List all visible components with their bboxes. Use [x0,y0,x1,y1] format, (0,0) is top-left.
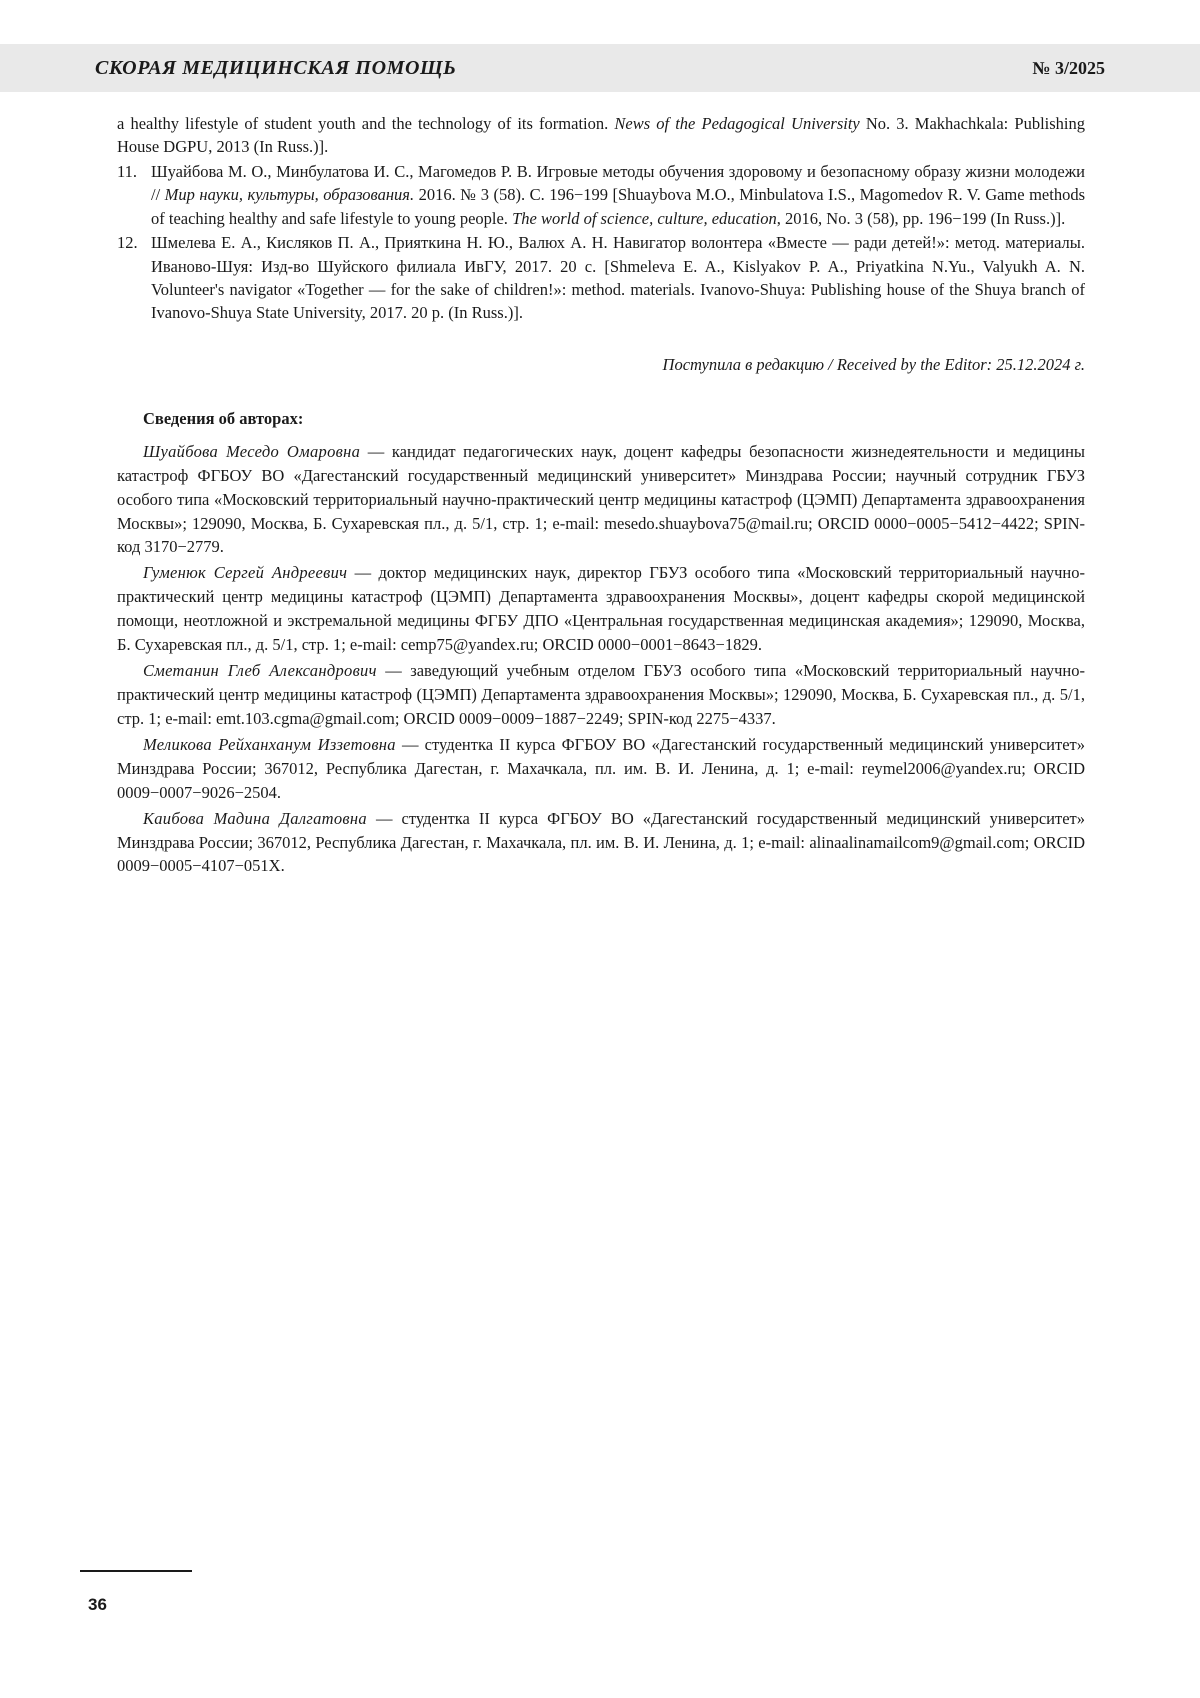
author-name: Сметанин Глеб Александрович [143,661,377,681]
reference-text-italic2: The world of science, culture, education [512,208,777,228]
author-name: Гуменюк Сергей Андреевич [143,563,348,583]
ref-cont-pre: a healthy lifestyle of student youth and the technology of its formation. [117,114,615,133]
reference-item [117,160,1085,230]
author-entry [117,561,1085,657]
reference-text-italic1: Мир науки, культуры, образования. [164,185,415,205]
journal-title: СКОРАЯ МЕДИЦИНСКАЯ ПОМОЩЬ [95,56,457,79]
author-bio: — кандидат педагогических наук, доцент кафедры безопасности жизнедеятельности и медицины катастроф ФГБОУ ВО «Дагестанский государственный медицинский университет» Минздрава России; научный сотрудник ГБУЗ особого типа «Московский территориальный научно-практический центр медицины катастроф (ЦЭМП) Департамента здравоохранения Москвы»; 129090, Москва, Б. Сухаревская пл., д. 5/1, стр. 1; e-mail: mesedo.shuaybova75@mail.ru; ORCID 0000−0005−5412−4422; SPIN-код 3170−2779. [117,441,1085,557]
page-number: 36 [88,1595,107,1614]
author-bio: — студентка II курса ФГБОУ ВО «Дагестанский государственный медицинский университет» Минздрава России; 367012, Республика Дагестан, г. Махачкала, пл. им. В. И. Ленина, д. 1; e-mail: alinaalinamailcom9@gmail.com; ORCID 0009−0005−4107−051X. [117,808,1085,876]
author-bio: — заведующий учебным отделом ГБУЗ особого типа «Московский территориальный научно-практический центр медицины катастроф (ЦЭМП) Департамента здравоохранения Москвы»; 129090, Москва, Б. Сухаревская пл., д. 5/1, стр. 1; e-mail: emt.103.cgma@gmail.com; ORCID 0009−0009−1887−2249; SPIN-код 2275−4337. [117,661,1085,728]
author-entry [117,440,1085,560]
reference-text-part3: , 2016, No. 3 (58), pp. 196−199 (In Russ.)]. [776,208,1066,228]
authors-section-heading: Сведения об авторах: [143,408,304,428]
page-content [117,112,1085,880]
author-name: Каибова Мадина Далгатовна [143,808,367,828]
page-header [0,44,1200,92]
ref-cont-italic: News of the Pedagogical University [614,114,860,133]
author-entry [117,733,1085,805]
received-date-line: Поступила в редакцию / Received by the Editor: 25.12.2024 г. [662,354,1085,374]
reference-item [117,231,1085,325]
author-name: Меликова Рейханханум Иззетовна [143,734,396,754]
reference-text-part2: 2016. № 3 (58). С. 196−199 [Shuaybova M.O., Minbulatova I.S., Magomedov R. V. Game methods of teaching healthy and safe lifestyle to young people. [151,185,1085,228]
ref-cont-post: No. 3. Makhachkala: Publishing House DGPU, 2013 (In Russ.)]. [117,114,1085,157]
reference-text-part1: Шмелева Е. А., Кисляков П. А., Прияткина Н. Ю., Валюх А. Н. Навигатор волонтера «Вместе — ради детей!»: метод. материалы. Иваново-Шуя: Изд-во Шуйского филиала ИвГУ, 2017. 20 с. [Shmeleva E. A., Kislyakov P. A., Priyatkina N.Yu., Valyukh A. N. Volunteer's navigator «Together — for the sake of children!»: method. materials. Ivanovo-Shuya: Publishing house of the Shuya branch of Ivanovo-Shuya State University, 2017. 20 p. (In Russ.)]. [151,233,1085,323]
references-list [117,112,1085,325]
footer-divider [80,1570,192,1572]
author-entry [117,807,1085,879]
author-entry [117,659,1085,731]
author-bio: — студентка II курса ФГБОУ ВО «Дагестанский государственный медицинский университет» Минздрава России; 367012, Республика Дагестан, г. Махачкала, пл. им. В. И. Ленина, д. 1; e-mail: reymel2006@yandex.ru; ORCID 0009−0007−9026−2504. [117,734,1085,802]
reference-continuation [117,112,1085,159]
reference-number: 12. [117,233,138,253]
reference-number: 11. [117,161,138,181]
reference-text-part1: Шуайбова М. О., Минбулатова И. С., Магомедов Р. В. Игровые методы обучения здоровому и безопасному образу жизни молодежи // [151,161,1085,205]
author-bio: — доктор медицинских наук, директор ГБУЗ особого типа «Московский территориальный научно-практический центр медицины катастроф (ЦЭМП) Департамента здравоохранения Москвы», доцент кафедры скорой медицинской помощи, неотложной и экстремальной медицины ФГБУ ДПО «Центральная государственная медицинская академия»; 129090, Москва, Б. Сухаревская пл., д. 5/1, стр. 1; e-mail: cemp75@yandex.ru; ORCID 0000−0001−8643−1829. [117,563,1085,655]
author-name: Шуайбова Меседо Омаровна [143,441,361,461]
issue-number: № 3/2025 [1032,57,1105,78]
